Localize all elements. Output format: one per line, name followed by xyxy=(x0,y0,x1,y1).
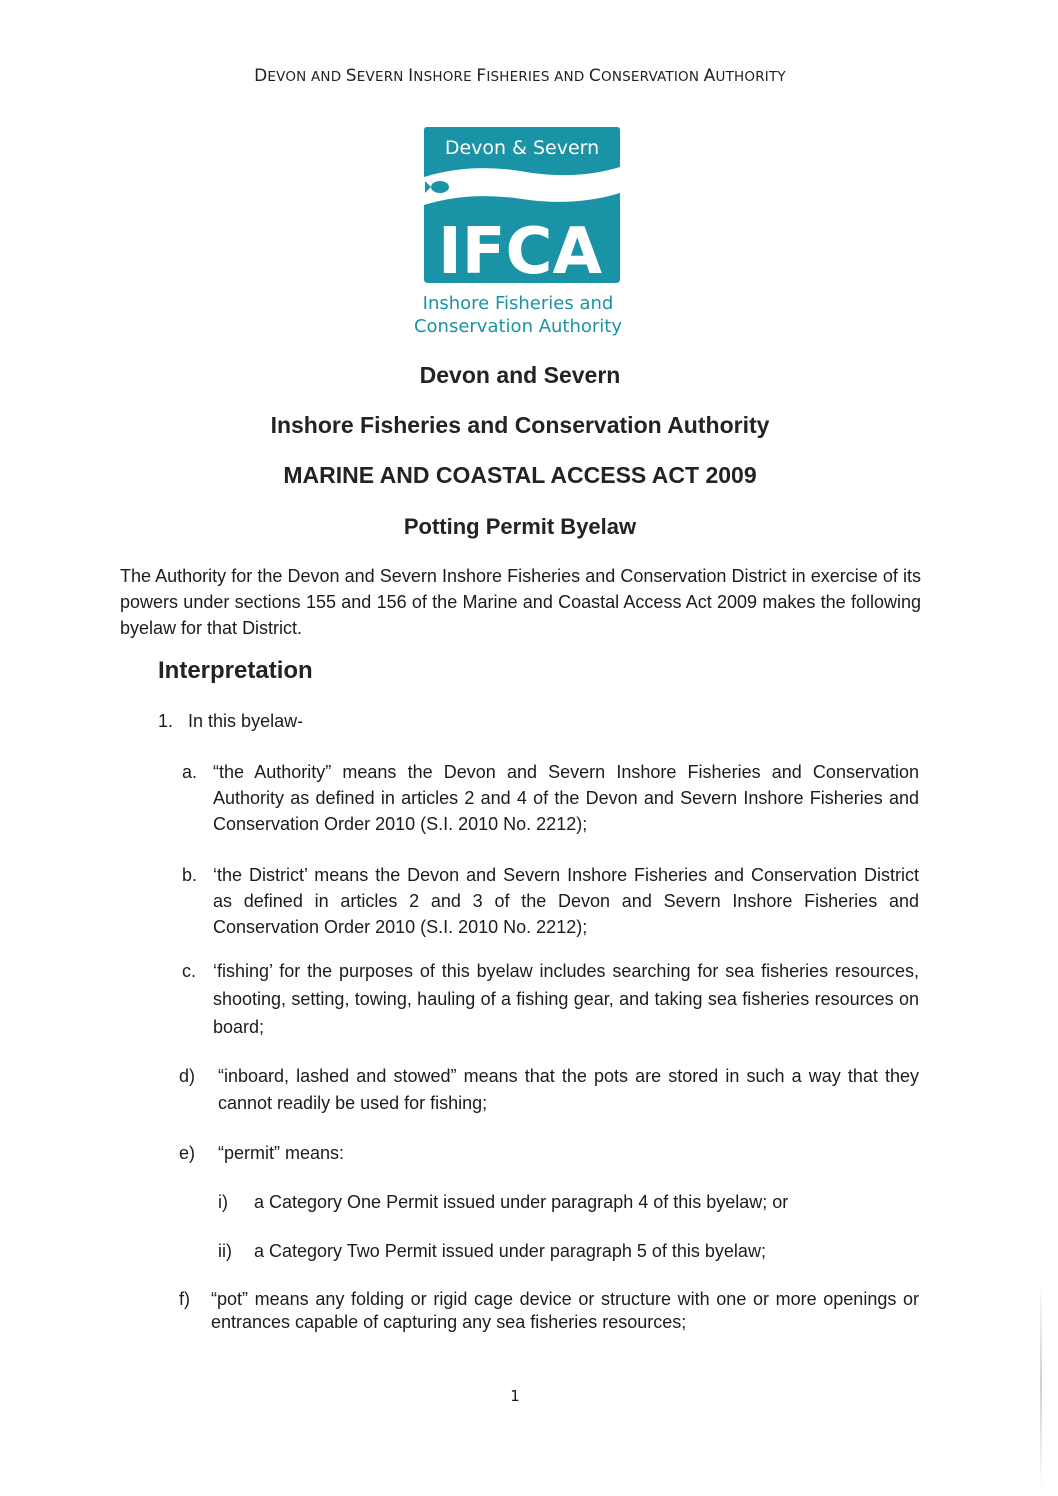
section-heading: Interpretation xyxy=(158,657,313,684)
item-marker: i) xyxy=(218,1192,228,1212)
title-line: Inshore Fisheries and Conservation Authority xyxy=(270,412,770,438)
item-marker: e) xyxy=(179,1143,196,1163)
item-marker: c. xyxy=(182,961,197,981)
item-text: “permit” means: xyxy=(218,1143,345,1163)
fish-icon xyxy=(425,181,449,193)
logo-subtitle-line: Conservation Authority xyxy=(413,316,623,337)
item-text: “pot” means any folding or rigid cage device or structure with one or more openings or entrances capable of capturing any sea fisheries resources; xyxy=(211,1289,919,1332)
sub-item xyxy=(218,1189,918,1215)
item-marker: ii) xyxy=(218,1241,232,1261)
paragraph-1 xyxy=(158,711,303,732)
item-text: a Category One Permit issued under paragraph 4 of this byelaw; or xyxy=(254,1192,789,1212)
title-line: Devon and Severn xyxy=(419,362,621,388)
logo-top-text: Devon & Severn xyxy=(444,137,600,159)
logo-subtitle xyxy=(400,292,636,338)
definition-item xyxy=(182,862,919,940)
definition-item xyxy=(179,1063,919,1117)
item-marker: f) xyxy=(179,1289,190,1309)
intro-paragraph: The Authority for the Devon and Severn Inshore Fisheries and Conservation District in exercise of its powers under sections 155 and 156 of the Marine and Coastal Access Act 2009 makes the following byelaw for that District. xyxy=(120,566,921,638)
page-number: 1 xyxy=(510,1387,520,1405)
definition-item xyxy=(179,1288,919,1334)
definition-item xyxy=(182,759,919,837)
item-text: ‘the District’ means the Devon and Severn Inshore Fisheries and Conservation District as defined in articles 2 and 3 of the Devon and Severn Inshore Fisheries and Conservation Order 2010 (S.I. 2010 No. 2212); xyxy=(213,865,919,937)
item-marker: d) xyxy=(179,1066,196,1086)
item-text: a Category Two Permit issued under paragraph 5 of this byelaw; xyxy=(254,1241,766,1261)
item-text: “the Authority” means the Devon and Severn Inshore Fisheries and Conservation Authority as defined in articles 2 and 4 of the Devon and Severn Inshore Fisheries and Conservation Order 2010 (S.I. 2010 No. 2212); xyxy=(213,762,919,834)
logo-main-text: IFCA xyxy=(437,215,603,289)
item-marker: b. xyxy=(182,865,198,885)
byelaw-title: Potting Permit Byelaw xyxy=(403,514,637,539)
definition-item xyxy=(182,957,919,1041)
item-text: “inboard, lashed and stowed” means that the pots are stored in such a way that they cannot readily be used for fishing; xyxy=(218,1066,919,1113)
logo-subtitle-line: Inshore Fisheries and xyxy=(422,293,614,314)
document-header: DEVON AND SEVERN INSHORE FISHERIES AND CONSERVATION AUTHORITY xyxy=(254,66,786,86)
sub-item xyxy=(218,1238,918,1264)
paragraph-marker: 1. xyxy=(158,711,174,731)
item-text: ‘fishing’ for the purposes of this byelaw includes searching for sea fisheries resources, shooting, setting, towing, hauling of a fishing gear, and taking sea fisheries resources on board; xyxy=(213,961,919,1037)
definition-item xyxy=(179,1140,919,1166)
act-title: MARINE AND COASTAL ACCESS ACT 2009 xyxy=(283,462,757,488)
paragraph-text: In this byelaw- xyxy=(188,711,304,731)
scan-edge xyxy=(1040,1280,1042,1490)
item-marker: a. xyxy=(182,762,198,782)
